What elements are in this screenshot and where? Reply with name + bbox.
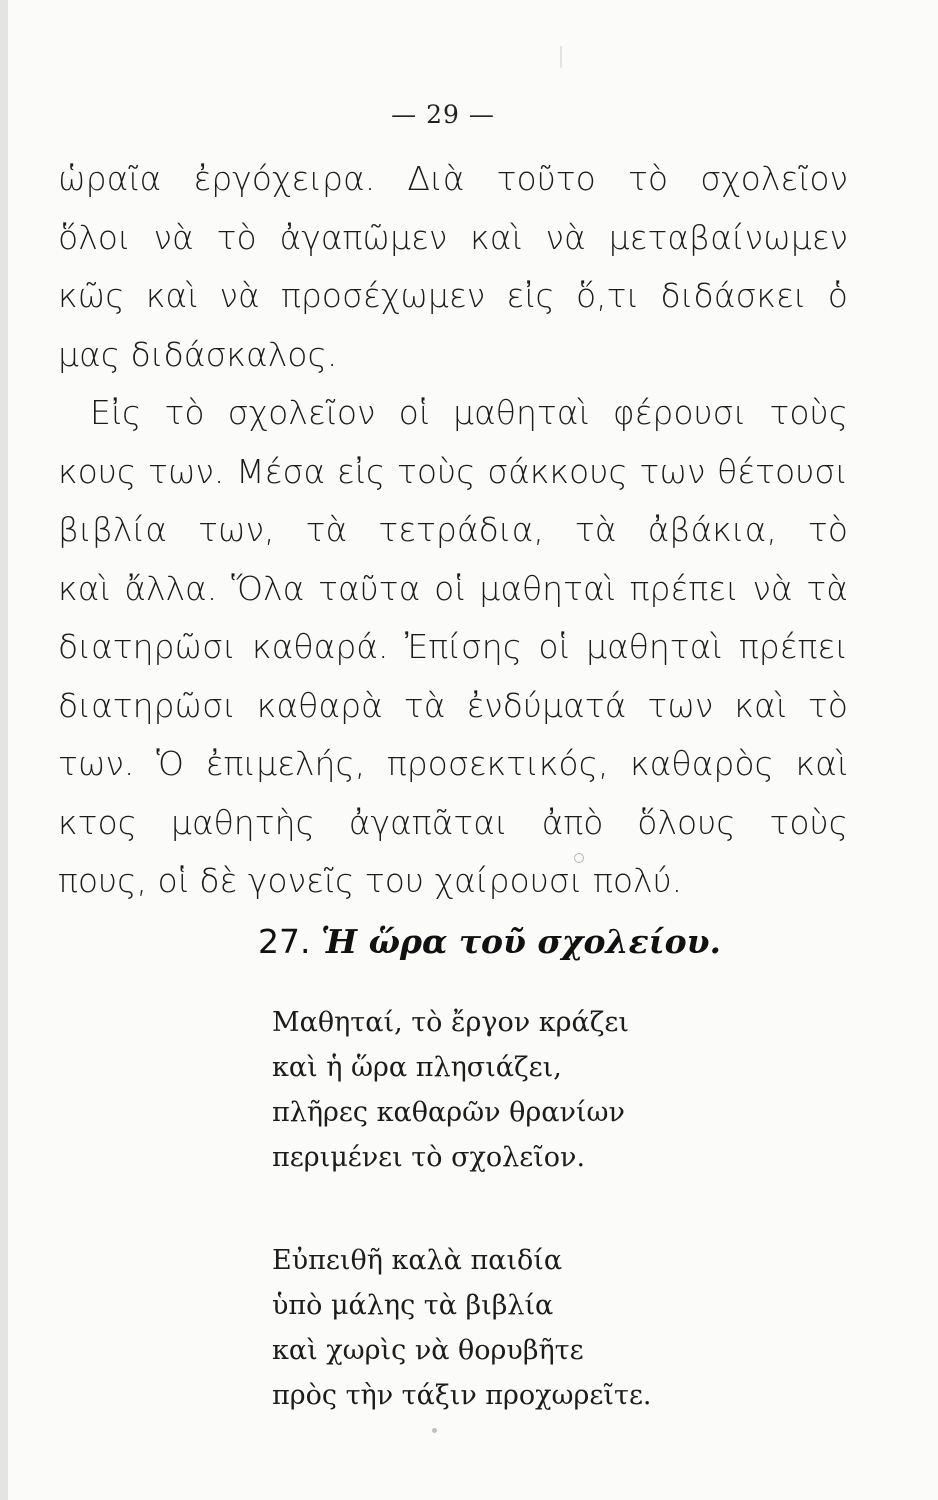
- prose-line: μας διδάσκαλος.: [58, 334, 338, 374]
- section-heading: [258, 922, 722, 961]
- poem-verse: καὶ χωρὶς νὰ θορυβῆτε: [272, 1335, 584, 1366]
- prose-line: πους, οἱ δὲ γονεῖς του χαίρουσι πολύ.: [58, 861, 683, 900]
- prose-line: των. Ὁ ἐπιμελής, προσεκτικός, καθαρὸς καὶ: [58, 744, 848, 783]
- page-number: — 29 —: [391, 100, 495, 129]
- page-edge-shadow: [0, 0, 8, 1500]
- prose-line: ὡραῖα ἐργόχειρα. Διὰ τοῦτο τὸ σχολεῖον: [58, 159, 848, 198]
- prose-line: ὅλοι νὰ τὸ ἀγαπῶμεν καὶ νὰ μεταβαίνωμεν: [58, 217, 848, 257]
- poem-verse: ὑπὸ μάλης τὰ βιβλία: [272, 1290, 554, 1321]
- section-number: 27.: [258, 922, 311, 961]
- prose-line: κῶς καὶ νὰ προσέχωμεν εἰς ὅ,τι διδάσκει ὁ: [58, 276, 848, 315]
- poem-verse: πλῆρες καθαρῶν θρανίων: [272, 1097, 625, 1128]
- prose-line: κους των. Μέσα εἰς τοὺς σάκκους των θέτουσι: [58, 451, 848, 491]
- prose-line: κτος μαθητὴς ἀγαπᾶται ἀπὸ ὅλους τοὺς: [58, 802, 848, 842]
- prose-line: διατηρῶσι καθαρὰ τὰ ἐνδύματά των καὶ τὸ: [58, 685, 848, 725]
- poem-verse: πρὸς τὴν τάξιν προχωρεῖτε.: [272, 1380, 652, 1411]
- poem-verse: Εὐπειθῆ καλὰ παιδία: [272, 1245, 563, 1276]
- prose-line: Εἰς τὸ σχολεῖον οἱ μαθηταὶ φέρουσι τοὺς: [90, 393, 848, 432]
- prose-line: βιβλία των, τὰ τετράδια, τὰ ἀβάκια, τὸ: [58, 510, 848, 549]
- prose-line: διατηρῶσι καθαρά. Ἐπίσης οἱ μαθηταὶ πρέπει: [58, 627, 848, 666]
- prose-text-block: [58, 150, 848, 911]
- poem-stanza-2: [272, 1238, 692, 1418]
- section-title: Ἡ ὥρα τοῦ σχολείου.: [320, 922, 722, 961]
- paper-speck: [432, 1428, 437, 1433]
- paper-speck: [560, 46, 562, 68]
- paper-speck: [574, 853, 584, 863]
- poem-verse: περιμένει τὸ σχολεῖον.: [272, 1142, 586, 1173]
- poem-verse: Μαθηταί, τὸ ἔργον κράζει: [272, 1007, 629, 1038]
- poem-stanza-1: [272, 1000, 692, 1180]
- poem-verse: καὶ ἡ ὥρα πλησιάζει,: [272, 1052, 562, 1083]
- prose-line: καὶ ἄλλα. Ὅλα ταῦτα οἱ μαθηταὶ πρέπει νὰ τὰ: [58, 568, 848, 608]
